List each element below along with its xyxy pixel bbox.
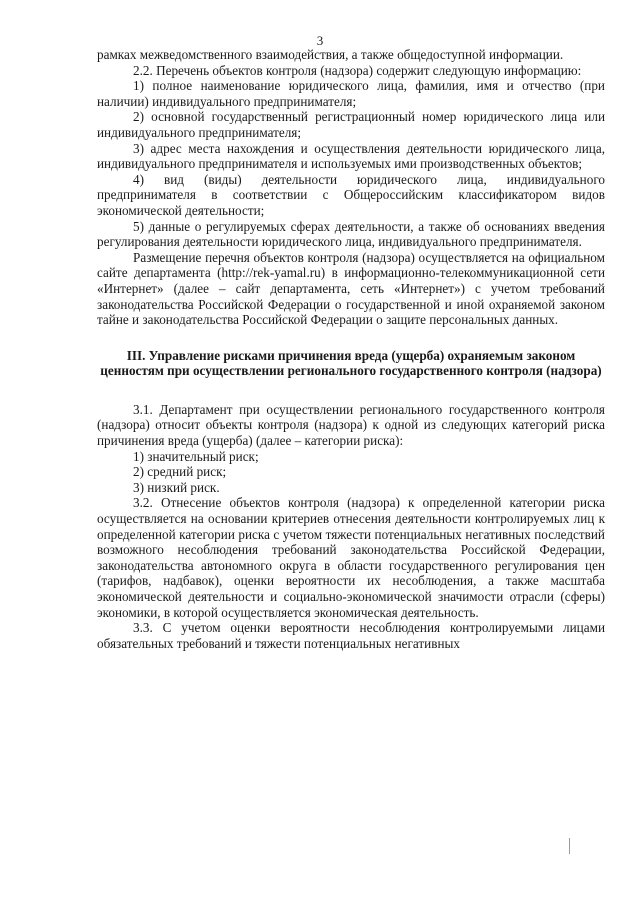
list-item-3: 3) адрес места нахождения и осуществления деятельности юридического лица, индивидуального предпринимателя и используемых ими производственных объектов; <box>97 140 605 172</box>
paragraph-3-2: 3.2. Отнесение объектов контроля (надзора) к определенной категории риска осуществляется на основании критериев отнесения деятельности контролируемых лиц к определенной категории риска с учетом тяжести потенциальных негативных последствий возможного несоблюдения требований законодательства Российской Федерации, законодательства автономного округа в области государственного регулирования цен (тарифов, надбавок), оценки вероятности их несоблюдения, а также масштаба экономической деятельности и социально-экономической значимости отрасли (сферы) экономики, в которой осуществляется экономическая деятельность. <box>97 495 605 620</box>
risk-item-1: 1) значительный риск; <box>133 448 259 464</box>
list-item-4: 4) вид (виды) деятельности юридического лица, индивидуального предпринимателя в соответствии с Общероссийским классификатором видов экономической деятельности; <box>97 171 605 218</box>
document-body <box>97 47 605 651</box>
paragraph-continuation: рамках межведомственного взаимодействия, а также общедоступной информации. <box>97 47 564 62</box>
paragraph-2-2: 2.2. Перечень объектов контроля (надзора) содержит следующую информацию: <box>133 62 582 78</box>
list-item-5: 5) данные о регулируемых сферах деятельности, а также об основаниях введения регулирования деятельности юридического лица, индивидуального предпринимателя. <box>97 218 605 250</box>
page-number: 3 <box>316 33 324 48</box>
risk-item-2: 2) средний риск; <box>133 464 227 480</box>
paragraph-3-1: 3.1. Департамент при осуществлении регионального государственного контроля (надзора) относит объекты контроля (надзора) к одной из следующих категорий риска причинения вреда (ущерба) (далее – категории риска): <box>97 401 605 449</box>
paragraph-placement: Размещение перечня объектов контроля (надзора) осуществляется на официальном сайте департамента (http://rek-yamal.ru) в информационно-телекоммуникационной сети «Интернет» (далее – сайт департамента, сеть «Интернет») с учетом требований законодательства Российской Федерации о государственной и иной охраняемой законом тайне и законодательства Российской Федерации о защите персональных данных. <box>97 249 605 328</box>
list-item-2: 2) основной государственный регистрационный номер юридического лица или индивидуального предпринимателя; <box>97 109 605 140</box>
section-heading: III. Управление рисками причинения вреда (ущерба) охраняемым законом ценностям при осуществлении регионального государственного контроля (надзора) <box>100 347 602 379</box>
scan-artifact-mark <box>569 838 570 854</box>
risk-item-3: 3) низкий риск. <box>133 479 220 495</box>
paragraph-3-3: 3.3. С учетом оценки вероятности несоблюдения контролируемыми лицами обязательных требований и тяжести потенциальных негативных <box>97 620 605 651</box>
list-item-1: 1) полное наименование юридического лица, фамилия, имя и отчество (при наличии) индивидуального предпринимателя; <box>97 78 605 109</box>
